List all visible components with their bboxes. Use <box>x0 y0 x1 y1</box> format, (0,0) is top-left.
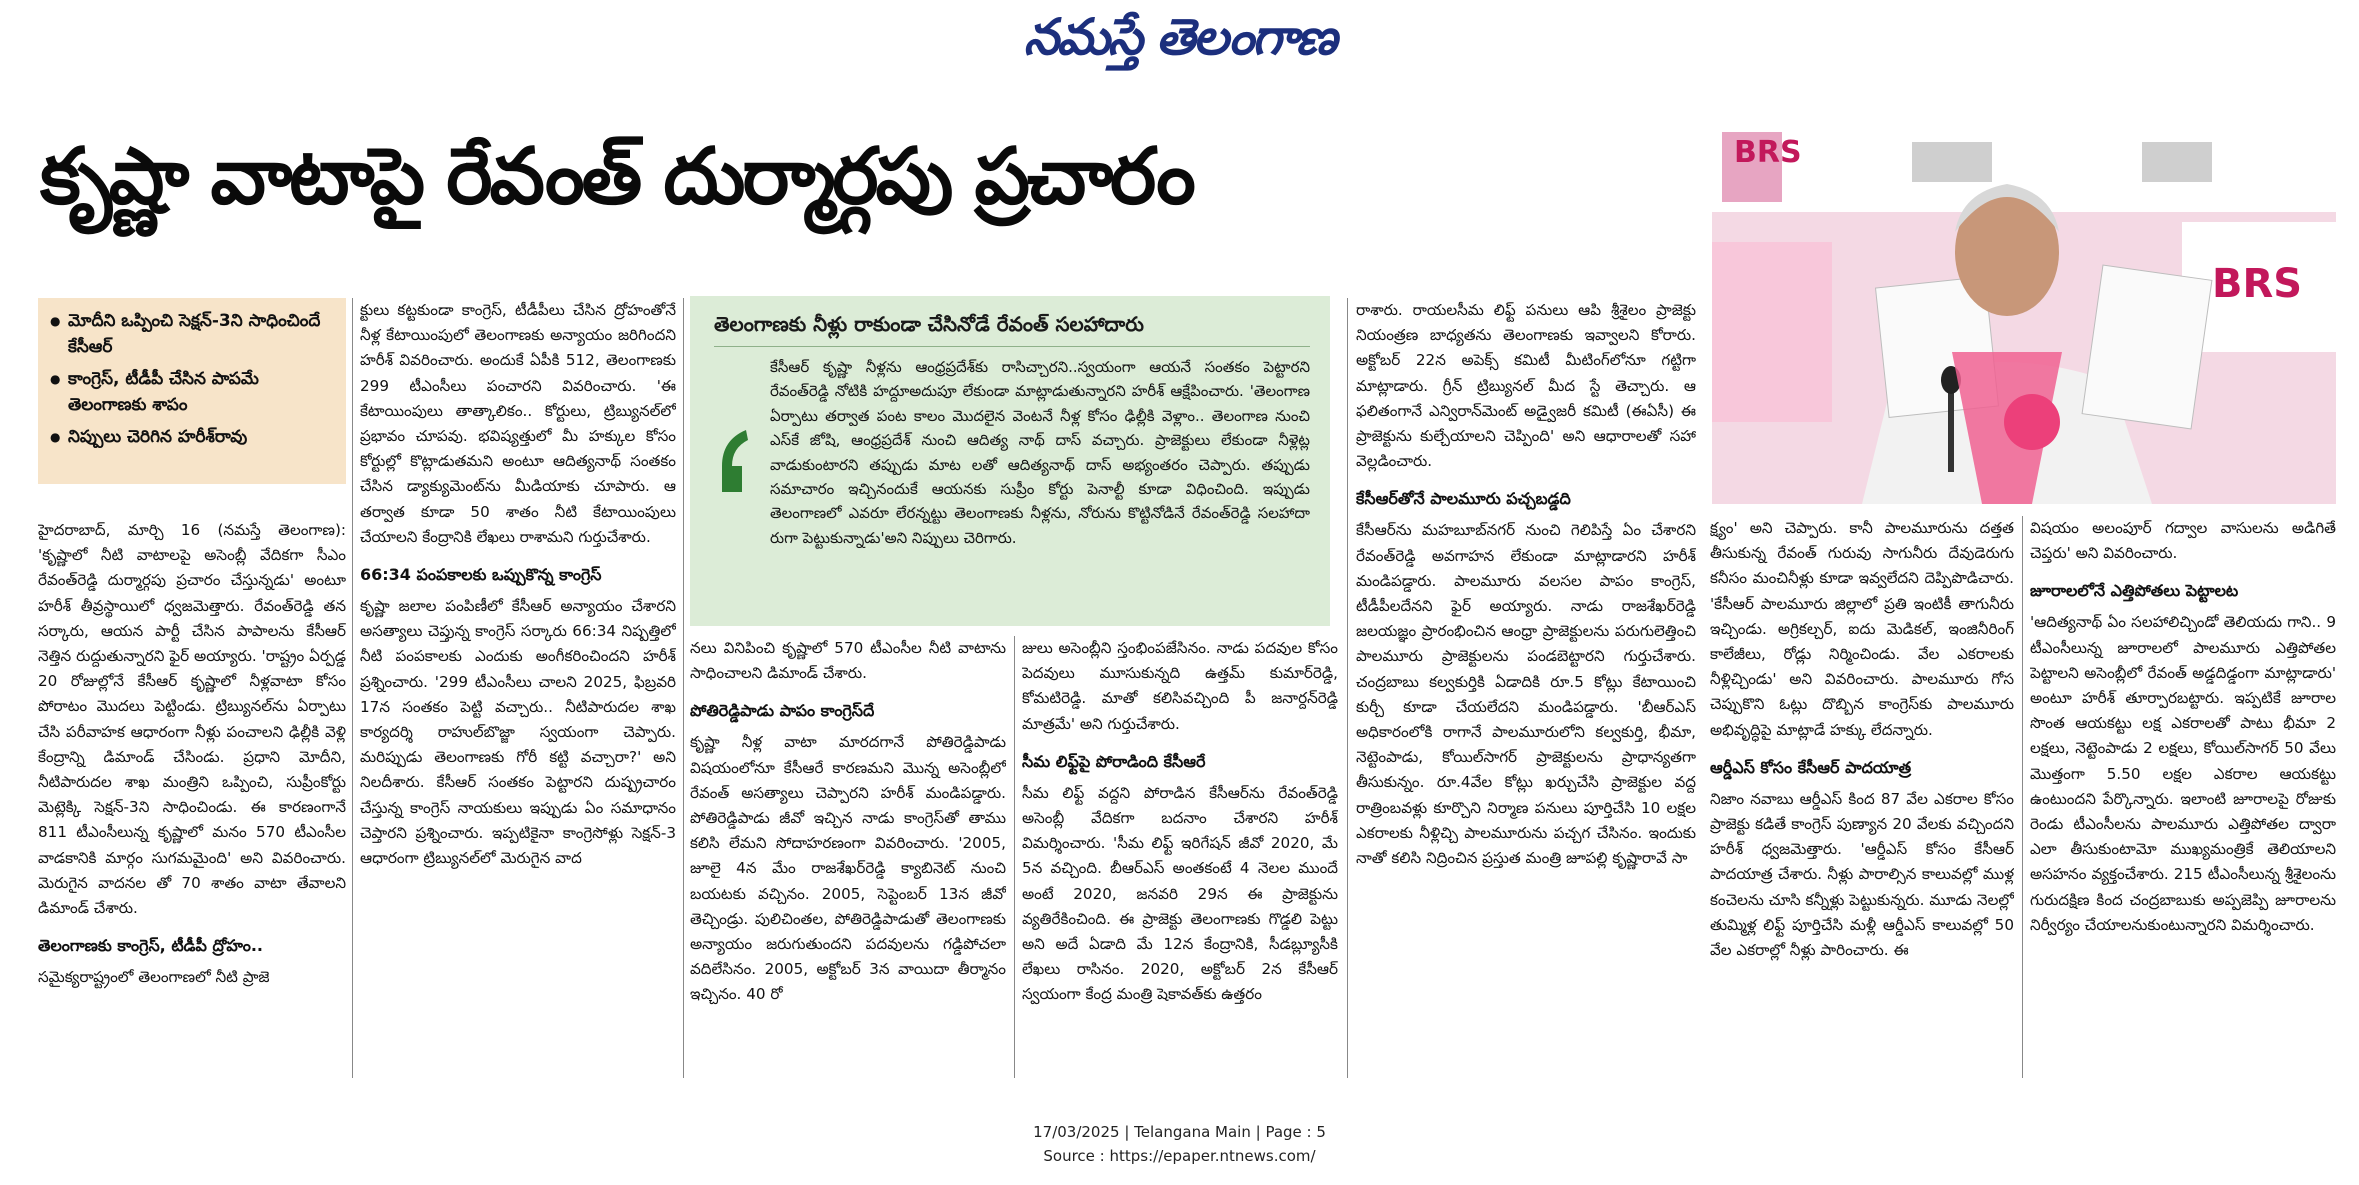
article-paragraph: కృష్ణా నీళ్ల వాటా మారదగానే పోతిరెడ్డిపాడు విషయంలోనూ కేసీఆరే కారణమని మొన్న అసెంబ్లీలో రేవంత్ అసత్యాలు చెప్పారని హరీశ్ మండిపడ్డారు. పోతిరెడ్డిపాడు జీవో ఇచ్చిన నాడు కాంగ్రెస్‌తో తాము కలిసి లేమని సోదాహరణంగా వివరించారు. '2005, జూలై 4న మేం రాజశేఖర్‌రెడ్డి క్యాబినెట్ నుంచి బయటకు వచ్చినం. 2005, సెప్టెంబర్ 13న జీవో తెచ్చిండ్రు. పులిచింతల, పోతిరెడ్డిపాడుతో తెలంగాణకు అన్యాయం జరుగుతుందని పదవులను గడ్డిపోచలా వదిలేసినం. 2005, అక్టోబర్ 3న వాయిదా తీర్మానం ఇచ్చినం. 40 రో <box>690 733 1006 1004</box>
column-divider <box>352 298 353 1078</box>
article-column-1 <box>38 518 346 1078</box>
subheading: జూరాలలోనే ఎత్తిపోతలు పెట్టాలట <box>2030 581 2239 601</box>
column-divider <box>683 298 684 1078</box>
news-photo <box>1712 122 2336 504</box>
article-paragraph: జులు అసెంబ్లీని స్తంభింపజేసినం. నాడు పదవుల కోసం పెదవులు మూసుకున్నది ఉత్తమ్ కుమార్‌రెడ్డి, కోమటిరెడ్డి. మాతో కలిసివచ్చింది పీ జనార్దన్‌రెడ్డి మాత్రమే' అని గుర్తుచేశారు. <box>1022 639 1338 733</box>
subheading: తెలంగాణకు కాంగ్రెస్, టీడీపీ ద్రోహం.. <box>38 936 264 956</box>
subheading: కేసీఆర్‌తోనే పాలమూరు పచ్చబడ్డది <box>1356 489 1571 509</box>
column-divider <box>2022 516 2023 1078</box>
article-paragraph: నలు వినిపించి కృష్ణాలో 570 టీఎంసీల నీటి వాటాను సాధించాలని డిమాండ్ చేశారు. <box>690 639 1006 683</box>
article-paragraph: కేసీఆర్‌ను మహబూబ్‌నగర్ నుంచి గెలిపిస్తే ఏం చేశారని రేవంత్‌రెడ్డి అవగాహన లేకుండా మాట్లాడారని హరీశ్ మండిపడ్డారు. పాలమూరు వలసల పాపం కాంగ్రెస్, టీడీపీలదేనని ఫైర్ అయ్యారు. నాడు రాజశేఖర్‌రెడ్డి జలయజ్ఞం ప్రారంభించిన ఆంధ్రా ప్రాజెక్టులను పరుగులెత్తించి పాలమూరు ప్రాజెక్టులను పండబెట్టారని గుర్తుచేశారు. చంద్రబాబు కల్వకుర్తికి ఏడాదికి రూ.5 కోట్లు కేటాయించి కుర్చీ కూడా చేయలేదని మండిపడ్డారు. 'బీఆర్‌ఎస్ అధికారంలోకి రాగానే పాలమూరులోని కల్వకుర్తి, భీమా, నెట్టెంపాడు, కోయిల్‌సాగర్ ప్రాజెక్టులను ప్రాధాన్యతగా తీసుకున్నం. రూ.4వేల కోట్లు ఖర్చుచేసి ప్రాజెక్టుల వద్ద రాత్రింబవళ్లు కూర్చొని నిర్మాణ పనులు పూర్తిచేసి 10 లక్షల ఎకరాలకు నీళ్లిచ్చి పాలమూరును పచ్చగ చేసినం. ఇందుకు నాతో కలిసి నిద్రించిన ప్రస్తుత మంత్రి జూపల్లి కృష్ణారావే సా <box>1356 521 1696 868</box>
article-paragraph: నిజాం నవాబు ఆర్డీఎస్ కింద 87 వేల ఎకరాల కోసం ప్రాజెక్టు కడితే కాంగ్రెస్ పుణ్యాన 20 వేలకు వచ్చిందని హరీశ్ ధ్వజమెత్తారు. 'ఆర్డీఎస్ కోసం కేసీఆర్ పాదయాత్ర చేశారు. నీళ్లు పారాల్సిన కాలువల్లో ముళ్ల కంచెలను చూసి కన్నీళ్లు పెట్టుకున్నరు. మూడు నెలల్లో తుమ్మిళ్ల లిఫ్ట్ పూర్తిచేసి మళ్లీ ఆర్డీఎస్ కాలువల్లో 50 వేల ఎకరాల్లో నీళ్లు పారించారు. ఈ <box>1710 789 2014 960</box>
footer-page-info: 17/03/2025 | Telangana Main | Page : 5 <box>1033 1123 1326 1141</box>
article-paragraph: సీమ లిఫ్ట్ వద్దని పోరాడిన కేసీఆర్‌ను రేవంత్‌రెడ్డి అసెంబ్లీ వేదికగా బదనాం చేశారని హరీశ్ విమర్శించారు. 'సీమ లిఫ్ట్ ఇరిగేషన్ జీవో 2020, మే 5న వచ్చింది. బీఆర్‌ఎస్ అంతకంటే 4 నెలల ముందే అంటే 2020, జనవరి 29న ఈ ప్రాజెక్టును వ్యతిరేకించింది. ఈ ప్రాజెక్టు తెలంగాణకు గొడ్డలి పెట్టు అని అదే ఏడాది మే 12న కేంద్రానికి, సీడబ్ల్యూసీకి లేఖలు రాసినం. 2020, అక్టోబర్ 2న కేసీఆర్ స్వయంగా కేంద్ర మంత్రి షెకావత్‌కు ఉత్తరం <box>1022 783 1338 1004</box>
quote-title: తెలంగాణకు నీళ్లు రాకుండా చేసినోడే రేవంత్ సలహాదారు <box>714 308 1310 347</box>
headline: కృష్ణా వాటాపై రేవంత్ దుర్మార్గపు ప్రచారం <box>40 132 1193 222</box>
brs-banner-text-1: BRS <box>1734 135 1802 170</box>
highlight-item: ● మోదీని ఒప్పించి సెక్షన్-3ని సాధించిందే కేసీఆర్ <box>48 308 336 360</box>
highlights-box <box>38 298 346 484</box>
article-column-3 <box>690 636 1006 1078</box>
masthead-logo: నమస్తే తెలంగాణ <box>1023 8 1336 66</box>
article-paragraph: 'ఆదిత్యనాథ్ ఏం సలహాలిచ్చిండో తెలియదు గాని.. 9 టీఎంసీలున్న జూరాలలో పాలమూరు ఎత్తిపోతల పెట్టాలని అసెంబ్లీలో రేవంత్ అడ్డదిడ్డంగా మాట్లాడారు' అంటూ హరీశ్ తూర్పారబట్టారు. ఇప్పటికే జూరాల సొంత ఆయకట్టు లక్ష ఎకరాలతో పాటు భీమా 2 లక్షలు, నెట్టెంపాడు 2 లక్షలు, కోయిల్‌సాగర్ 50 వేలు మొత్తంగా 5.50 లక్షల ఎకరాల ఆయకట్టు ఉంటుందని పేర్కొన్నారు. ఇలాంటి జూరాలపై రోజుకు రెండు టీఎంసీలను పాలమూరు ఎత్తిపోతల ద్వారా ఎలా తీసుకుంటామో ముఖ్యమంత్రికే తెలియాలని అసహనం వ్యక్తంచేశారు. 215 టీఎంసీలున్న శ్రీశైలంను గురుదక్షిణ కింద చంద్రబాబుకు అప్పజెప్పి జూరాలను నిర్వీర్యం చేయాలనుకుంటున్నారని విమర్శించారు. <box>2030 613 2336 934</box>
article-paragraph: క్ష్యం' అని చెప్పారు. కానీ పాలమూరును దత్తత తీసుకున్న రేవంత్ గురువు సాగునీరు దేవుడెరుగు కనీసం మంచినీళ్లు కూడా ఇవ్వలేదని దెప్పిపొడిచారు. 'కేసీఆర్ పాలమూరు జిల్లాలో ప్రతి ఇంటికీ తాగునీరు ఇచ్చిండు. అగ్రికల్చర్, ఐదు మెడికల్, ఇంజినీరింగ్ కాలేజీలు, రోడ్లు నిర్మించిండు. వేల ఎకరాలకు నీళ్లిచ్చిండు' అని వివరించారు. పాలమూరు గోస చెప్పుకొని ఓట్లు దొబ్బిన కాంగ్రెస్‌కు పాలమూరు అభివృద్ధిపై మాట్లాడే హక్కు లేదన్నారు. <box>1710 519 2014 739</box>
column-divider <box>1347 298 1348 1078</box>
speaker-photo-illustration <box>1712 122 2336 504</box>
brs-banner-text-2: BRS <box>2212 261 2303 307</box>
subheading: ఆర్డీఎస్ కోసం కేసీఆర్ పాదయాత్ర <box>1710 757 1912 777</box>
article-column-6 <box>1710 516 2014 1078</box>
column-divider <box>1014 636 1015 1078</box>
subheading: 66:34 పంపకాలకు ఒప్పుకొన్న కాంగ్రెస్ <box>360 565 602 585</box>
quote-text: కేసీఆర్ కృష్ణా నీళ్లను ఆంధ్రప్రదేశ్‌కు రాసిచ్చారని..స్వయంగా ఆయనే సంతకం పెట్టారని రేవంత్‌రెడ్డి నోటికి హద్దూఅదుపూ లేకుండా మాట్లాడుతున్నారని హరీశ్ ఆక్షేపించారు. 'తెలంగాణ ఏర్పాటు తర్వాత పంట కాలం మొదలైన వెంటనే నీళ్ల కోసం ఢిల్లీకి వెళ్లాం.. తెలంగాణ నుంచి ఎస్‌కే జోషి, ఆంధ్రప్రదేశ్ నుంచి ఆదిత్య నాథ్ దాస్ వచ్చారు. ప్రాజెక్టులు లేకుండా నీళ్లెట్ల వాడుకుంటారని తప్పుడు మాట లతో ఆదిత్యనాథ్ దాస్ అభ్యంతరం చెప్పారు. తప్పుడు సమాచారం ఇచ్చినందుకే ఆయనకు సుప్రీం కోర్టు పెనాల్టీ కూడా విధించింది. ఇప్పుడు తెలంగాణలో ఎవరూ లేరన్నట్టు తెలంగాణకు నీళ్లను, నోరును కొట్టినోడినే రేవంత్‌రెడ్డి సలహాదా రుగా పెట్టుకున్నాడు'అని నిప్పులు చెరిగారు. <box>770 358 1310 547</box>
highlight-item: ● కాంగ్రెస్, టీడీపీ చేసిన పాపమే తెలంగాణకు శాపం <box>48 366 336 418</box>
quote-mark-icon <box>716 426 754 496</box>
article-paragraph: విషయం అలంపూర్ గద్వాల వాసులను అడిగితే చెప్తరు' అని వివరించారు. <box>2030 519 2336 563</box>
article-paragraph: హైదరాబాద్, మార్చి 16 (నమస్తే తెలంగాణ): 'కృష్ణాలో నీటి వాటాలపై అసెంబ్లీ వేదికగా సీఎం రేవంత్‌రెడ్డి దుర్మార్గపు ప్రచారం చేస్తున్నడు' అంటూ హరీశ్ తీవ్రస్థాయిలో ధ్వజమెత్తారు. రేవంత్‌రెడ్డి తన సర్కారు, ఆయన పార్టీ చేసిన పాపాలను కేసీఆర్ నెత్తిన రుద్దుతున్నారని ఫైర్ అయ్యారు. 'రాష్ట్రం ఏర్పడ్డ 20 రోజుల్లోనే కేసీఆర్ కృష్ణాలో నీళ్లవాటా కోసం పోరాటం మొదలు పెట్టిండు. ట్రిబ్యునల్‌ను ఏర్పాటు చేసి పరీవాహక ఆధారంగా నీళ్లు పంచాలని ఢిల్లీకి వెళ్లి కేంద్రాన్ని డిమాండ్ చేసిండు. ప్రధాని మోదీని, నీటిపారుదల శాఖ మంత్రిని ఒప్పించి, సుప్రీంకోర్టు మెట్లెక్కి సెక్షన్-3ని సాధించిండు. ఈ కారణంగానే 811 టీఎంసీలున్న కృష్ణాలో మనం 570 టీఎంసీల వాడకానికి మార్గం సుగమమైంది' అని వివరించారు. మెరుగైన వాదనల తో 70 శాతం వాటా తేవాలని డిమాండ్ చేశారు. <box>38 521 346 918</box>
highlight-item: ● నిప్పులు చెరిగిన హరీశ్‌రావు <box>48 424 336 450</box>
article-column-4 <box>1022 636 1338 1078</box>
article-column-5 <box>1356 298 1696 1078</box>
article-paragraph: కృష్ణా జలాల పంపిణీలో కేసీఆర్ అన్యాయం చేశారని అసత్యాలు చెప్తున్న కాంగ్రెస్ సర్కారు 66:34 నిష్పత్తిలో నీటి పంపకాలకు ఎందుకు అంగీకరించిందని హరీశ్ ప్రశ్నించారు. '299 టీఎంసీలు చాలని 2025, ఫిబ్రవరి 17న సంతకం పెట్టి వచ్చారు.. నీటిపారుదల శాఖ కార్యదర్శి రాహుల్‌బొజ్జా స్వయంగా చెప్పారు. మరిప్పుడు తెలంగాణకు గోరీ కట్టి వచ్చారా?' అని నిలదీశారు. కేసీఆర్ సంతకం పెట్టారని దుష్ప్రచారం చేస్తున్న కాంగ్రెస్ నాయకులు ఇప్పుడు ఏం సమాధానం చెప్తారని ప్రశ్నించారు. ఇప్పటికైనా కాంగ్రెసోళ్లు సెక్షన్-3 ఆధారంగా ట్రిబ్యునల్‌లో మెరుగైన వాద <box>360 597 676 868</box>
footer-source: Source : https://epaper.ntnews.com/ <box>1043 1147 1316 1165</box>
subheading: సీమ లిఫ్ట్‌పై పోరాడింది కేసీఆరే <box>1022 751 1206 771</box>
quote-box <box>690 296 1330 626</box>
article-paragraph: క్టులు కట్టకుండా కాంగ్రెస్, టీడీపీలు చేసిన ద్రోహంతోనే నీళ్ల కేటాయింపులో తెలంగాణకు అన్యాయం జరిగిందని హరీశ్ వివరించారు. అందుకే ఏపీకి 512, తెలంగాణకు 299 టీఎంసీలు పంచారని వివరించారు. 'ఈ కేటాయింపులు తాత్కాలికం.. కోర్టులు, ట్రిబ్యునల్‌లో ప్రభావం చూపవు. భవిష్యత్తులో మీ హక్కుల కోసం కోర్టుల్లో కొట్లాడుతమని అంటూ ఆదిత్యనాథ్ సంతకం చేసిన డ్యాక్యుమెంట్‌ను మీడియాకు చూపారు. ఆ తర్వాత కూడా 50 శాతం నీటి కేటాయింపులు చేయాలని కేంద్రానికి లేఖలు రాశామని గుర్తుచేశారు. <box>360 301 676 546</box>
article-column-2 <box>360 298 676 1078</box>
subheading: పోతిరెడ్డిపాడు పాపం కాంగ్రెస్‌దే <box>690 701 875 721</box>
article-paragraph: రాశారు. రాయలసీమ లిఫ్ట్ పనులు ఆపి శ్రీశైలం ప్రాజెక్టు నియంత్రణ బాధ్యతను తెలంగాణకు ఇవ్వాలని కోరారు. అక్టోబర్ 22న అపెక్స్ కమిటీ మీటింగ్‌లోనూ గట్టిగా మాట్లాడారు. గ్రీన్ ట్రిబ్యునల్ మీద స్టే తెచ్చారు. ఆ ఫలితంగానే ఎన్విరాన్‌మెంట్ అడ్వైజరీ కమిటీ (ఈఏసీ) ఈ ప్రాజెక్టును కుల్చేయాలని చెప్పింది' అని ఆధారాలతో సహా వెల్లడించారు. <box>1356 301 1696 471</box>
article-column-7 <box>2030 516 2336 1078</box>
article-paragraph: సమైక్యరాష్ట్రంలో తెలంగాణలో నీటి ప్రాజె <box>38 968 270 987</box>
